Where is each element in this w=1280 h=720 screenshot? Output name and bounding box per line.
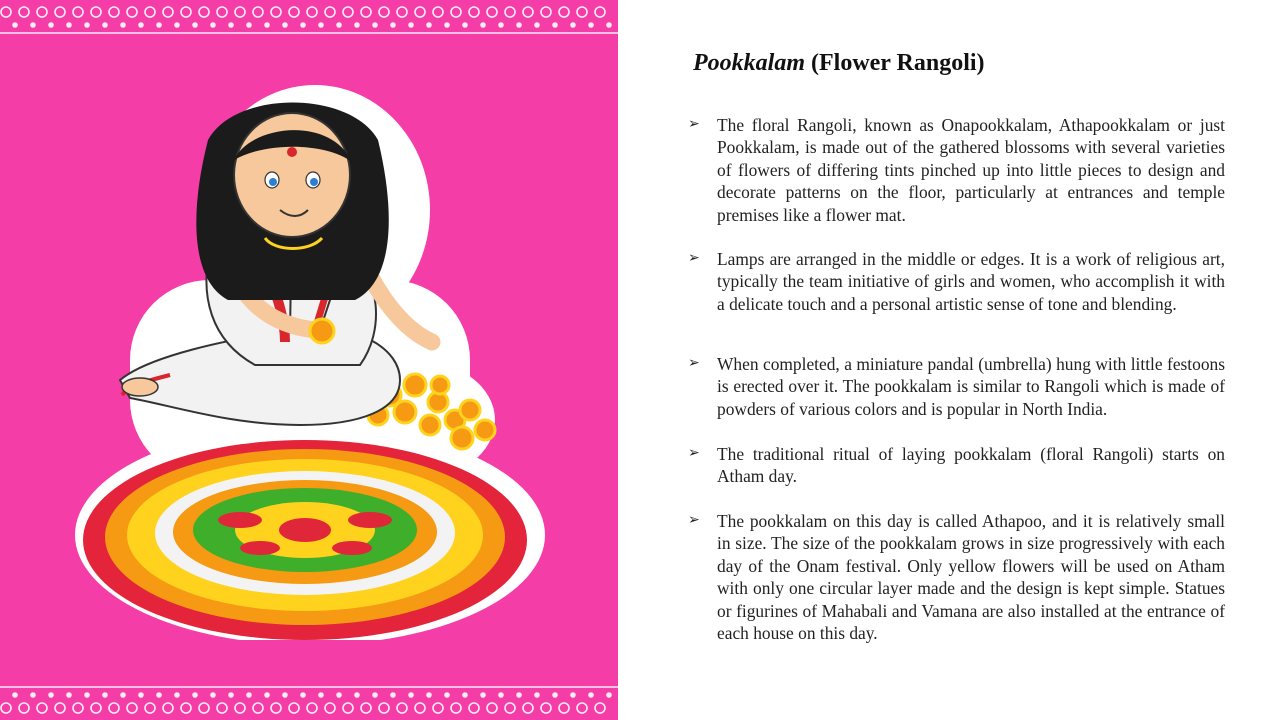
- bullet-text: The pookkalam on this day is called Athapoo, and it is relatively small in size. The size of the pookkalam grows in size progressively with each day of the Onam festival. Only yellow flowers will be used on Atham with only one circular layer made and the design is kept simple. Statues or figurines of Mahabali and Vamana are also installed at the entrance of each house on this day.: [717, 511, 1225, 644]
- bullet-item: [688, 248, 1225, 315]
- bullet-item: [688, 510, 1225, 644]
- content-panel: [618, 0, 1280, 720]
- arrow-bullet-icon: ➢: [688, 513, 700, 528]
- bullet-item: [688, 443, 1225, 488]
- illustration-panel: [0, 0, 618, 720]
- title-italic: Pookkalam: [693, 50, 805, 76]
- title-rest: (Flower Rangoli): [805, 50, 985, 76]
- arrow-bullet-icon: ➢: [688, 446, 700, 461]
- slide-title: [693, 50, 985, 77]
- bullet-text: The traditional ritual of laying pookkalam (floral Rangoli) starts on Atham day.: [717, 444, 1225, 487]
- arrow-bullet-icon: ➢: [688, 251, 700, 266]
- arrow-bullet-icon: ➢: [688, 356, 700, 371]
- girl-making-pookkalam-illustration: [60, 80, 560, 640]
- bullet-text: When completed, a miniature pandal (umbrella) hung with little festoons is erected over it. The pookkalam is similar to Rangoli which is made of powders of various colors and is popular in North India.: [717, 354, 1225, 419]
- decorative-border-top: [0, 0, 618, 38]
- bullet-item: [688, 114, 1225, 226]
- decorative-border-bottom: [0, 682, 618, 720]
- rangoli-icon: [83, 440, 527, 640]
- bullet-item: [688, 353, 1225, 420]
- bullet-text: Lamps are arranged in the middle or edges. It is a work of religious art, typically the team initiative of girls and women, who accomplish it with a delicate touch and a personal artistic sense of tone and blending.: [717, 249, 1225, 314]
- arrow-bullet-icon: ➢: [688, 117, 700, 132]
- bullet-text: The floral Rangoli, known as Onapookkalam, Athapookkalam or just Pookkalam, is made out of the gathered blossoms with several varieties of flowers of differing tints pinched up into little pieces to design and decorate patterns on the floor, particularly at entrances and temple premises like a flower mat.: [717, 115, 1225, 225]
